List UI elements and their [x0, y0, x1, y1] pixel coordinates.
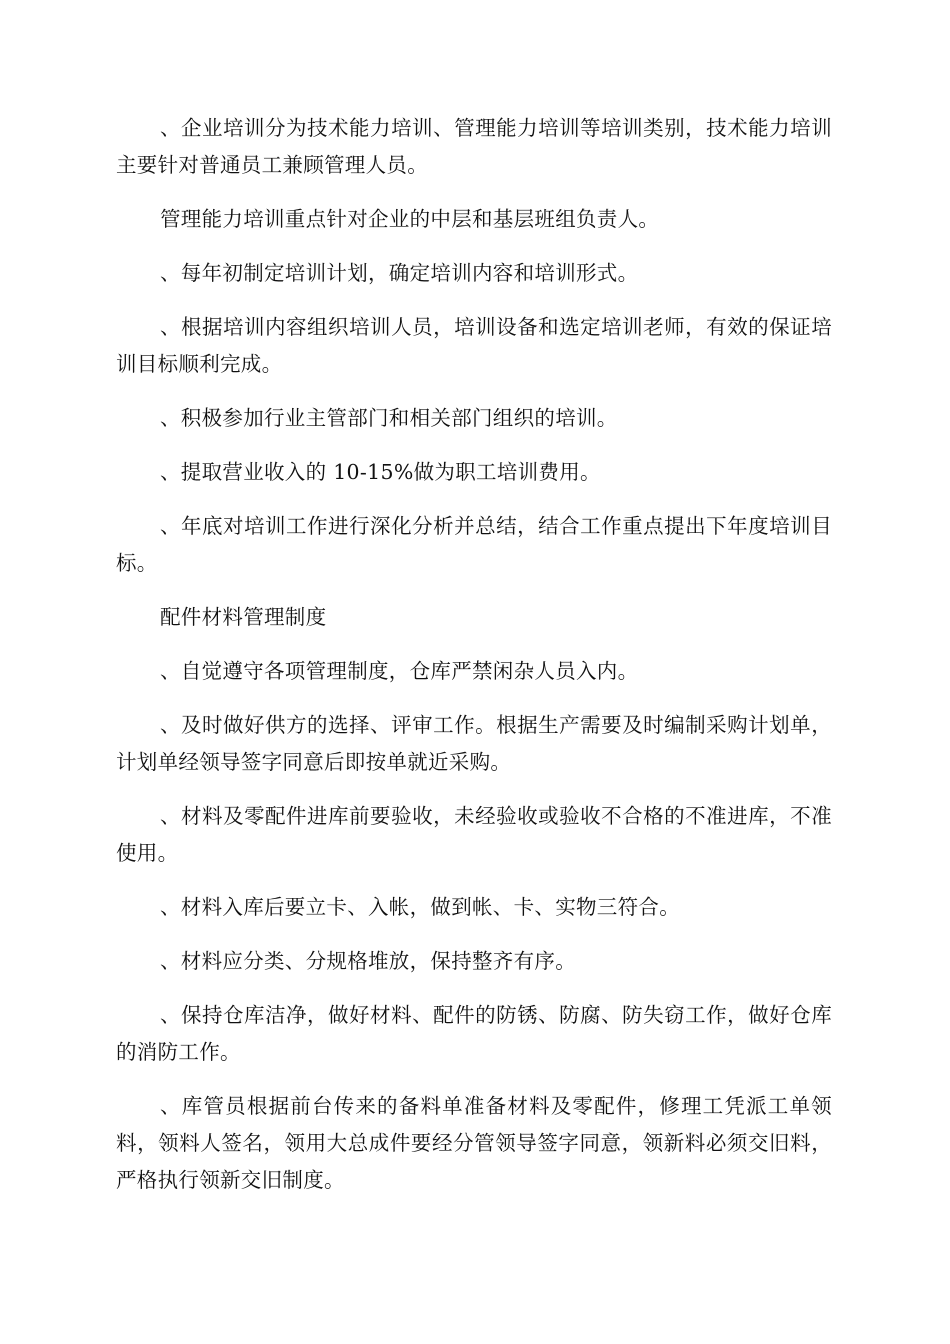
paragraph-warehouse-cleanliness: 、保持仓库洁净，做好材料、配件的防锈、防腐、防失窃工作，做好仓库的消防工作。: [116, 1003, 832, 1064]
section-heading-parts-management: 配件材料管理制度: [160, 605, 327, 629]
paragraph-year-end-summary: 、年底对培训工作进行深化分析并总结，结合工作重点提出下年度培训目标。: [116, 514, 832, 575]
paragraph-training-categories: 、企业培训分为技术能力培训、管理能力培训等培训类别，技术能力培训主要针对普通员工兼顾管理人员。: [116, 116, 832, 177]
paragraph-inspection: 、材料及零配件进库前要验收，未经验收或验收不合格的不准进库，不准使用。: [116, 804, 832, 865]
paragraph-inventory-records: 、材料入库后要立卡、入帐，做到帐、卡、实物三符合。: [160, 895, 680, 919]
paragraph-industry-training: 、积极参加行业主管部门和相关部门组织的培训。: [160, 406, 618, 430]
paragraph-storage-classification: 、材料应分类、分规格堆放，保持整齐有序。: [160, 949, 576, 973]
paragraph-material-issuing: 、库管员根据前台传来的备料单准备材料及零配件，修理工凭派工单领料，领料人签名，领用大总成件要经分管领导签字同意，领新料必须交旧料，严格执行领新交旧制度。: [116, 1094, 832, 1192]
document-body: [116, 110, 832, 1216]
paragraph-management-training: 管理能力培训重点针对企业的中层和基层班组负责人。: [160, 207, 660, 231]
paragraph-warehouse-rules: 、自觉遵守各项管理制度，仓库严禁闲杂人员入内。: [160, 659, 639, 683]
paragraph-training-budget: 、提取营业收入的 10-15%做为职工培训费用。: [160, 460, 601, 484]
paragraph-annual-plan: 、每年初制定培训计划，确定培训内容和培训形式。: [160, 261, 639, 285]
paragraph-supplier-evaluation: 、及时做好供方的选择、评审工作。根据生产需要及时编制采购计划单，计划单经领导签字同意后即按单就近采购。: [116, 713, 832, 774]
paragraph-organize-training: 、根据培训内容组织培训人员，培训设备和选定培训老师，有效的保证培训目标顺利完成。: [116, 315, 832, 376]
